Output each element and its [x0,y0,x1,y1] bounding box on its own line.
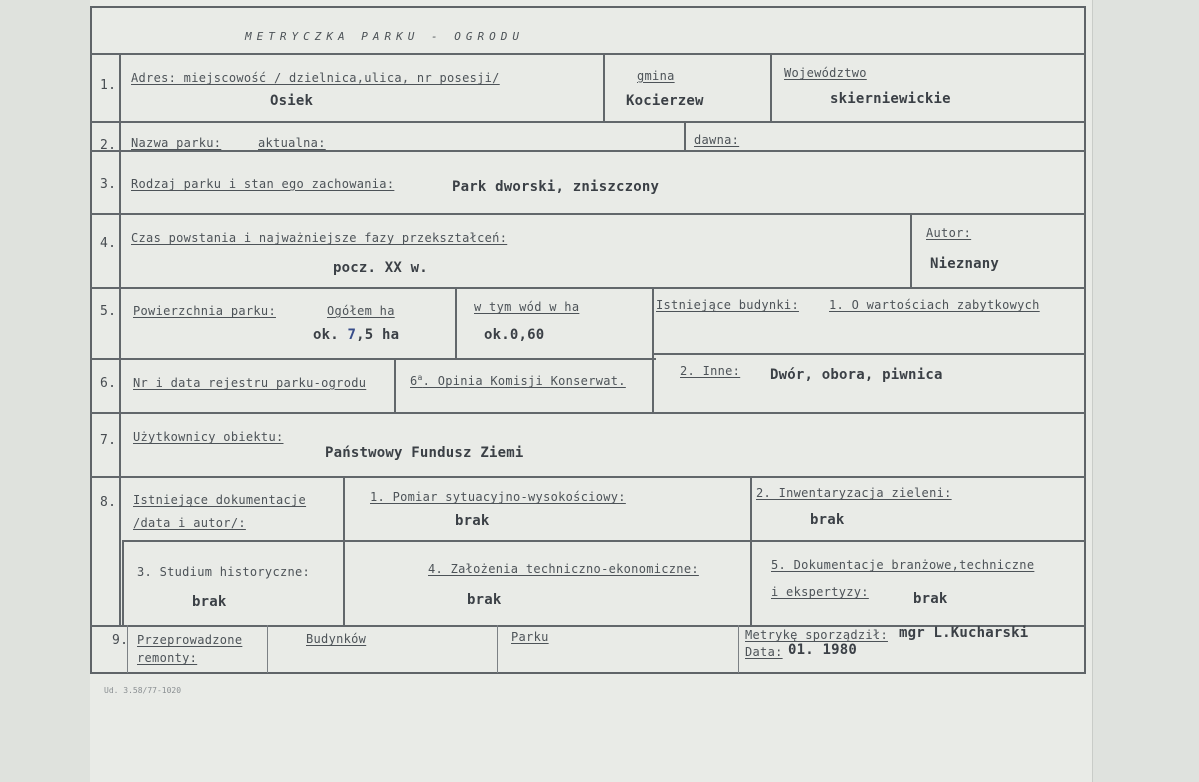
rule-after-row6 [90,412,1086,414]
rejestr-label: Nr i data rejestru parku-ogrodu [133,376,367,390]
remonty-label-line2: remonty: [137,651,198,665]
rule-autor-left [910,213,912,287]
wojewodztwo-label: Województwo [784,66,867,80]
adres-label: Adres: miejscowość / dzielnica,ulica, nr posesji/ [131,71,500,85]
metryke-sporzadzil-label: Metrykę sporządził: [745,628,888,642]
pomiar-label: 1. Pomiar sytuacyjno-wysokościowy: [370,490,626,504]
dokumentacje-label-line1: Istniejące dokumentacje [133,493,307,507]
wod-label: w tym wód w ha [474,300,580,314]
rodzaj-parku-label: Rodzaj parku i stan ego zachowania: [131,177,395,191]
adres-value: Osiek [270,93,314,109]
data-label: Data: [745,645,783,659]
form-title: METRYCZKA PARKU - OGRODU [245,30,524,43]
powierzchnia-label: Powierzchnia parku: [133,304,276,318]
form-print-code: Ud. 3.58/77-1020 [104,686,182,695]
autor-value: Nieznany [930,256,1000,272]
inwentaryzacja-label: 2. Inwentaryzacja zieleni: [756,486,952,500]
gmina-value: Kocierzew [626,93,704,109]
row-number-7: 7. [100,433,117,448]
rule-number-column [119,53,121,625]
rule-row8-inner [122,540,124,625]
uzytkownicy-value: Państwowy Fundusz Ziemi [325,445,524,461]
dokumentacje-branzowe-label-line2: i ekspertyzy: [771,585,869,599]
data-value: 01. 1980 [788,642,858,658]
dokumentacje-branzowe-value: brak [913,591,948,607]
budynki-zabytkowe-label: 1. O wartościach zabytkowych [829,298,1040,312]
opinia-komisji-label: 6$^a$. Opinia Komisji Konserwat. [410,373,626,388]
paper-edge-right [1092,0,1199,782]
uzytkownicy-label: Użytkownicy obiektu: [133,430,284,444]
rule-after-row1 [90,121,1086,123]
rule-budynki [654,353,1086,355]
gmina-label: gmina [637,69,675,83]
rodzaj-parku-value: Park dworski, zniszczony [452,179,660,195]
remonty-label-line1: Przeprowadzone [137,633,243,647]
rule-row9-budynkow [267,625,268,673]
ogolem-label: Ogółem ha [327,304,395,318]
zalozenia-value: brak [467,592,502,608]
rule-after-row7 [90,476,1086,478]
rule-after-row3 [90,213,1086,215]
dawna-label: dawna: [694,133,740,147]
dokumentacje-label-line2: /data i autor/: [133,516,246,530]
studium-value: brak [192,594,227,610]
row-number-6: 6. [100,376,117,391]
rule-row9-parku [497,625,498,673]
istniejace-budynki-label: Istniejące budynki: [656,298,799,312]
parku-label: Parku [511,630,549,644]
autor-label: Autor: [926,226,972,240]
row-number-2: 2. [100,138,117,153]
wojewodztwo-value: skierniewickie [830,91,951,107]
rule-woj-left [770,53,772,121]
row-number-3: 3. [100,177,117,192]
czas-powstania-value: pocz. XX w. [333,260,428,276]
aktualna-label: aktualna: [258,136,326,150]
wod-value: ok.0,60 [484,327,545,343]
rule-after-row2 [90,150,1086,152]
row-number-8: 8. [100,495,117,510]
dokumentacje-branzowe-label-line1: 5. Dokumentacje branżowe,techniczne [771,558,1035,572]
metryke-sporzadzil-value: mgr L.Kucharski [899,625,1029,641]
czas-powstania-label: Czas powstania i najważniejsze fazy przekształceń: [131,231,508,245]
pomiar-value: brak [455,513,490,529]
zalozenia-label: 4. Założenia techniczno-ekonomiczne: [428,562,699,576]
rule-row8-col2 [750,476,752,625]
rule-wod-left [455,287,457,358]
rule-top [90,53,1086,55]
nazwa-parku-label: Nazwa parku: [131,136,222,150]
rule-dawna-left [684,121,686,150]
rule-opinia-left [394,358,396,412]
rule-gmina-left [603,53,605,121]
row-number-9: 9. [112,633,129,648]
row-number-1: 1. [100,78,117,93]
rule-budynki-left [652,287,654,412]
inne-label: 2. Inne: [680,364,741,378]
scan-margin-left [0,0,90,782]
studium-label: 3. Studium historyczne: [137,565,311,579]
budynkow-label: Budynków [306,632,367,646]
inne-value: Dwór, obora, piwnica [770,367,943,383]
rule-after-row5-left [90,358,656,360]
rule-after-row4 [90,287,1086,289]
inwentaryzacja-value: brak [810,512,845,528]
rule-row9-sporz [738,625,739,673]
rule-row8-mid [122,540,1086,542]
row-number-5: 5. [100,304,117,319]
ogolem-value: ok. 7,5 ha [313,327,400,343]
rule-row8-col1 [343,476,345,625]
row-number-4: 4. [100,236,117,251]
